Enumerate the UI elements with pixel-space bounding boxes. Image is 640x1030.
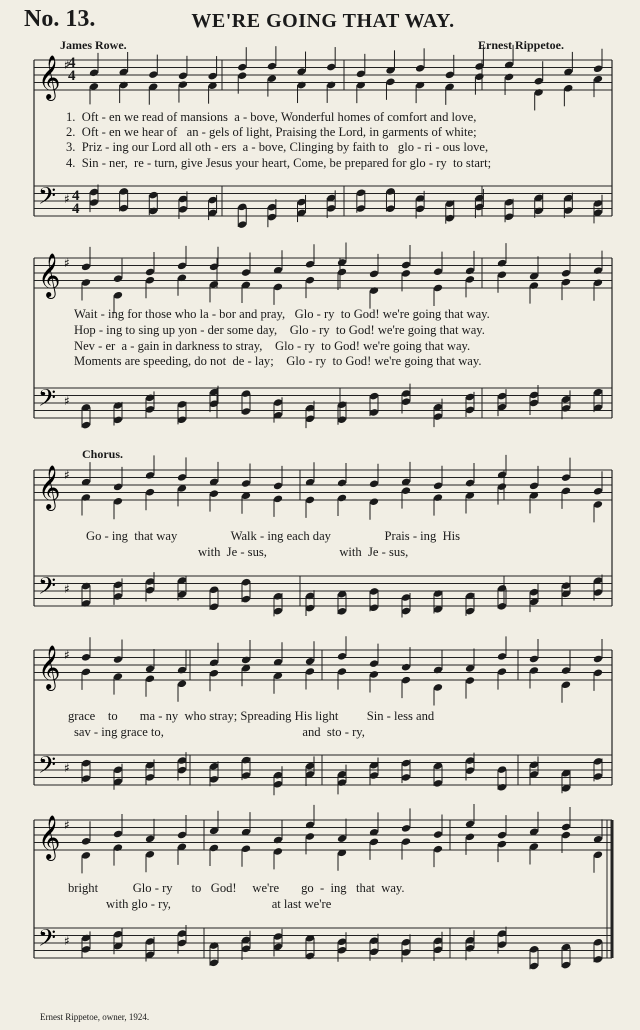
sharp-icon: ♯ xyxy=(64,256,70,270)
time-signature-treble: 4 4 xyxy=(68,55,76,84)
verse-1-line-1: 1. Oft - en we read of mansions a - bove, Wonderful homes of comfort and love, xyxy=(66,110,477,124)
chorus-line-2-upper: grace to ma - ny who stray; Spreading His light Sin - less and xyxy=(68,709,435,723)
copyright-notice: Ernest Rippetoe, owner, 1924. xyxy=(40,1012,150,1022)
chorus-line-1-lower: with Je - sus, with Je - sus, xyxy=(198,545,409,559)
sharp-icon: ♯ xyxy=(64,761,70,775)
sharp-icon: ♯ xyxy=(64,934,70,948)
time-signature-bass: 4 4 xyxy=(72,188,80,217)
bass-clef-icon: 𝄢 xyxy=(38,572,57,605)
chorus-label: Chorus. xyxy=(82,447,124,461)
treble-clef-icon: 𝄞 xyxy=(38,465,61,509)
sharp-icon: ♯ xyxy=(64,468,70,482)
chorus-line-1-upper: Go - ing that way Walk - ing each day Prais - ing His xyxy=(86,529,461,543)
composer: Ernest Rippetoe. xyxy=(478,38,564,52)
bass-clef-icon: 𝄢 xyxy=(38,384,57,417)
verse-3-line-1: 3. Priz - ing our Lord all oth - ers a - bove, Clinging by faith to glo - ri - ous love, xyxy=(66,140,489,154)
sharp-icon: ♯ xyxy=(64,818,70,832)
bass-clef-icon: 𝄢 xyxy=(38,182,57,215)
verse-4-line-1: 4. Sin - ner, re - turn, give Jesus your heart, Come, be prepared for glo - ry to start; xyxy=(66,156,492,170)
hymn-title: WE'RE GOING THAT WAY. xyxy=(191,10,455,32)
verse-4-line-2: Moments are speeding, do not de - lay; Glo - ry to God! we're going that way. xyxy=(74,354,482,368)
hymn-number: No. 13. xyxy=(24,6,96,32)
treble-clef-icon: 𝄞 xyxy=(38,815,61,859)
sharp-icon: ♯ xyxy=(64,648,70,662)
treble-clef-icon: 𝄞 xyxy=(38,55,61,99)
sharp-icon: ♯ xyxy=(64,58,70,72)
verse-3-line-2: Nev - er a - gain in darkness to stray, Glo - ry to God! we're going that way. xyxy=(74,339,471,353)
chorus-line-2-lower: sav - ing grace to, and sto - ry, xyxy=(74,725,365,739)
sharp-icon: ♯ xyxy=(64,192,70,206)
verse-2-line-1: 2. Oft - en we hear of an - gels of light, Praising the Lord, in garments of white; xyxy=(66,125,477,139)
sharp-icon: ♯ xyxy=(64,582,70,596)
bass-clef-icon: 𝄢 xyxy=(38,751,57,784)
chorus-line-3-lower: with glo - ry, at last we're xyxy=(106,897,332,911)
bass-clef-icon: 𝄢 xyxy=(38,924,57,957)
verse-1-line-2: Wait - ing for those who la - bor and pray, Glo - ry to God! we're going that way. xyxy=(74,307,490,321)
lyricist: James Rowe. xyxy=(60,38,127,52)
chorus-line-3-upper: bright Glo - ry to God! we're go - ing that way. xyxy=(68,881,405,895)
sharp-icon: ♯ xyxy=(64,394,70,408)
treble-clef-icon: 𝄞 xyxy=(38,645,61,689)
verse-2-line-2: Hop - ing to sing up yon - der some day, Glo - ry to God! we're going that way. xyxy=(74,323,485,337)
treble-clef-icon: 𝄞 xyxy=(38,253,61,297)
